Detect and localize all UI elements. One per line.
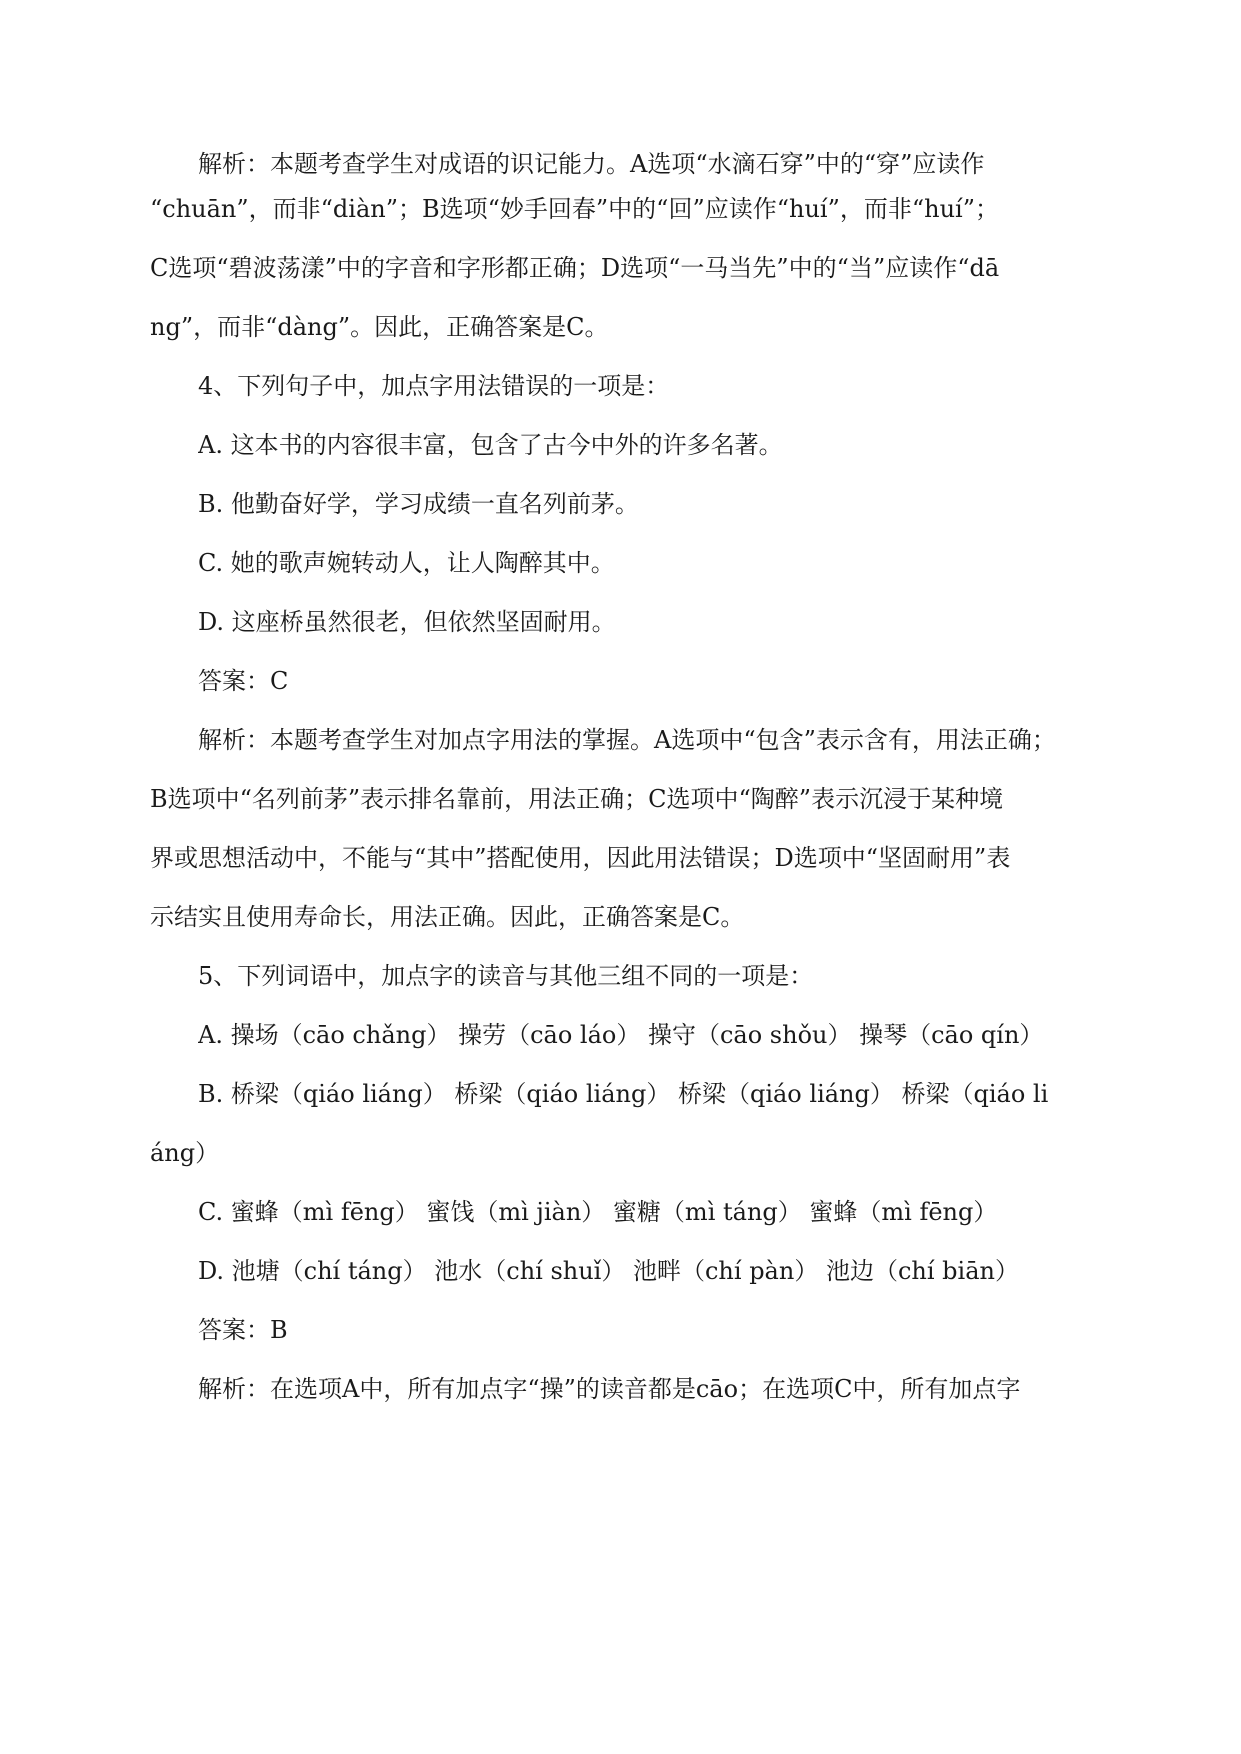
analysis-4-line-2: B选项中“名列前茅”表示排名靠前，用法正确；C选项中“陶醉”表示沉浸于某种境	[150, 785, 1004, 813]
question-5-option-b-cont: áng）	[150, 1139, 220, 1167]
analysis-3-line-4: ng”，而非“dàng”。因此，正确答案是C。	[150, 313, 609, 341]
question-5-option-d: D. 池塘（chí táng） 池水（chí shuǐ） 池畔（chí pàn） 池边（chí biān）	[198, 1257, 1019, 1285]
analysis-3-line-3: C选项“碧波荡漾”中的字音和字形都正确；D选项“一马当先”中的“当”应读作“dā	[150, 254, 1000, 282]
analysis-4-line-4: 示结实且使用寿命长，用法正确。因此，正确答案是C。	[150, 903, 745, 931]
question-4-answer: 答案：C	[198, 667, 289, 695]
question-5-answer: 答案：B	[198, 1316, 288, 1344]
analysis-4-line-1: 解析：本题考查学生对加点字用法的掌握。A选项中“包含”表示含有，用法正确；	[198, 726, 1056, 754]
question-5-option-b: B. 桥梁（qiáo liáng） 桥梁（qiáo liáng） 桥梁（qiáo liáng） 桥梁（qiáo li	[198, 1080, 1049, 1108]
question-5-stem: 5、下列词语中，加点字的读音与其他三组不同的一项是：	[198, 962, 814, 990]
analysis-5-line-1: 解析：在选项A中，所有加点字“操”的读音都是cāo；在选项C中，所有加点字	[198, 1375, 1021, 1403]
question-4-stem: 4、下列句子中，加点字用法错误的一项是：	[198, 372, 670, 400]
question-4-option-d: D. 这座桥虽然很老，但依然坚固耐用。	[198, 608, 616, 636]
question-5-option-a: A. 操场（cāo chǎng） 操劳（cāo láo） 操守（cāo shǒu） 操琴（cāo qín）	[198, 1021, 1044, 1049]
question-4-option-a: A. 这本书的内容很丰富，包含了古今中外的许多名著。	[198, 431, 783, 459]
question-4-option-c: C. 她的歌声婉转动人，让人陶醉其中。	[198, 549, 615, 577]
analysis-3-line-2: “chuān”，而非“diàn”；B选项“妙手回春”中的“回”应读作“huí”，而非“huí”；	[150, 195, 999, 223]
analysis-4-line-3: 界或思想活动中，不能与“其中”搭配使用，因此用法错误；D选项中“坚固耐用”表	[150, 844, 1011, 872]
question-4-option-b: B. 他勤奋好学，学习成绩一直名列前茅。	[198, 490, 639, 518]
analysis-3-line-1: 解析：本题考查学生对成语的识记能力。A选项“水滴石穿”中的“穿”应读作	[198, 150, 985, 178]
question-5-option-c: C. 蜜蜂（mì fēng） 蜜饯（mì jiàn） 蜜糖（mì táng） 蜜蜂（mì fēng）	[198, 1198, 998, 1226]
